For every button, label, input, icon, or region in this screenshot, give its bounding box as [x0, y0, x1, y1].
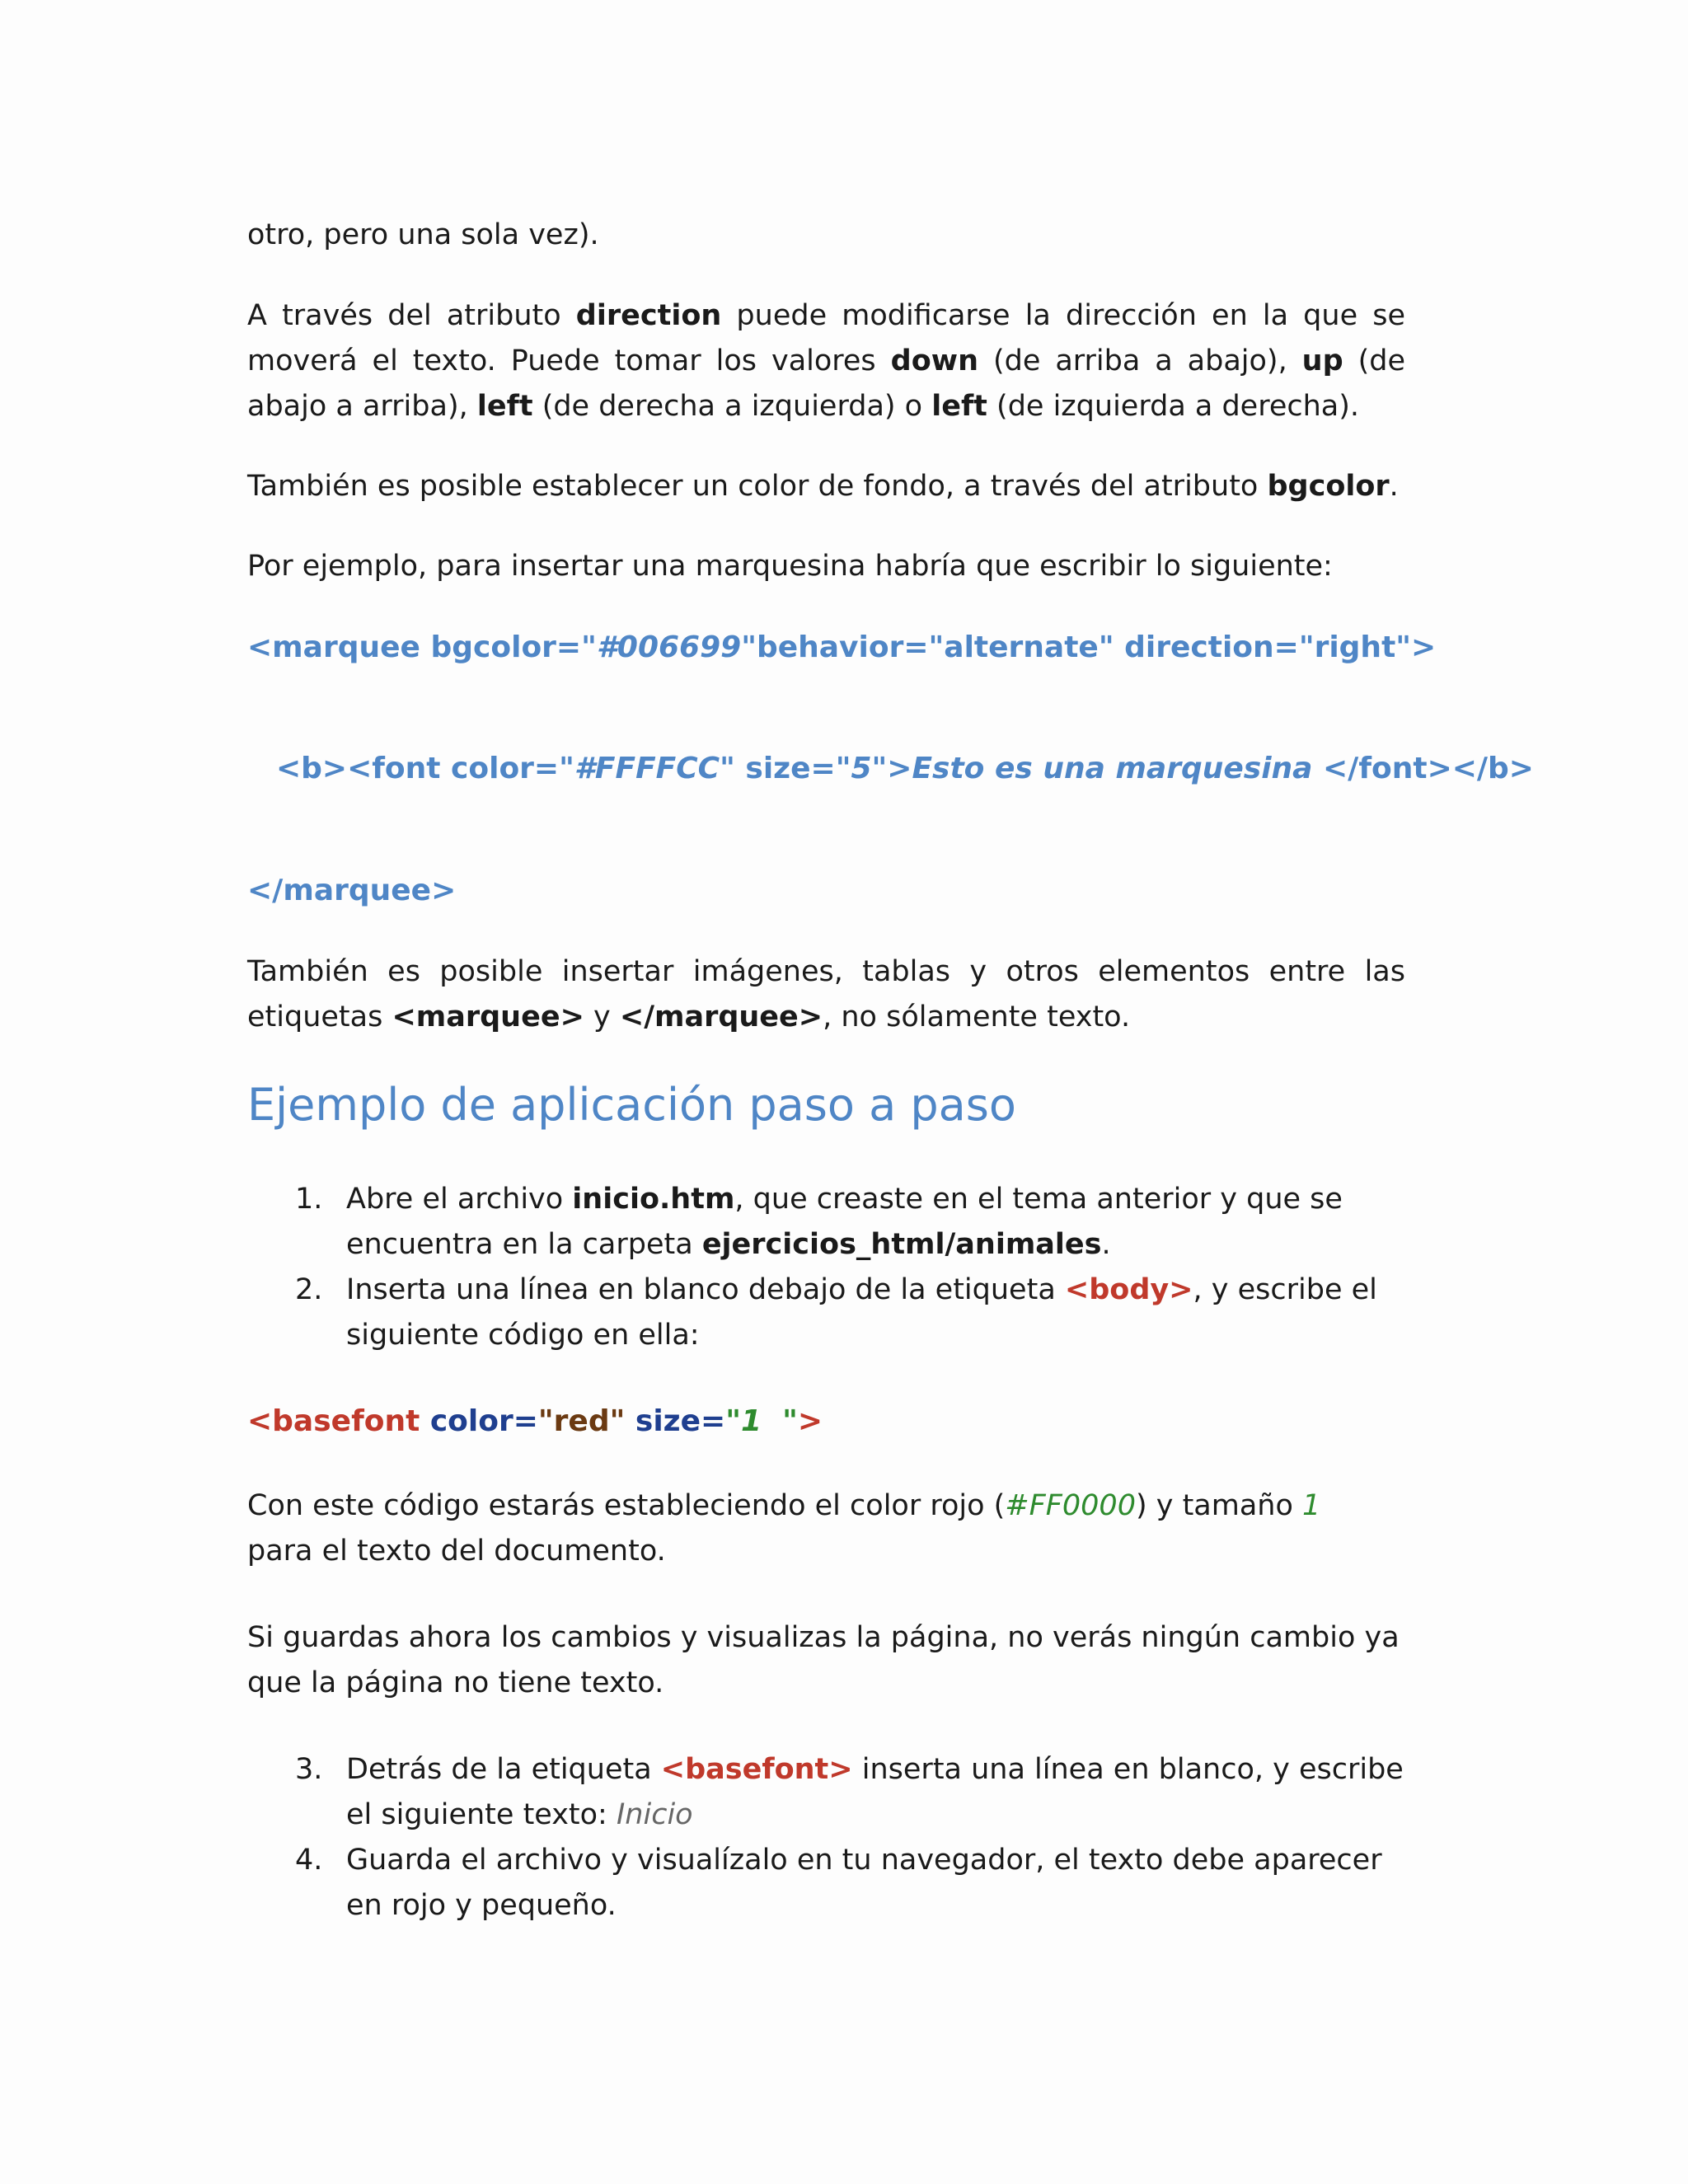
keyword-down: down	[890, 344, 978, 377]
list-item: 4. Guarda el archivo y visualízalo en tu navegador, el texto debe aparecer en rojo y pequeño.	[295, 1844, 1382, 1922]
tag-basefont: <basefont>	[660, 1753, 853, 1786]
keyword-left: left	[931, 390, 987, 423]
list-item: 3. Detrás de la etiqueta <basefont> inserta una línea en blanco, y escribe el siguiente texto: Inicio	[295, 1753, 1404, 1831]
code-line-font: <b><font color="#FFFFCC" size="5">Esto es una marquesina </font></b>	[276, 752, 1534, 785]
list-item: 2. Inserta una línea en blanco debajo de la etiqueta <body>, y escribe el siguiente código en ella:	[295, 1273, 1377, 1352]
tag-marquee-open: <marquee>	[392, 1001, 584, 1033]
steps-list-1	[247, 1177, 1418, 1358]
keyword-direction: direction	[575, 299, 722, 332]
tag-marquee-close: </marquee>	[619, 1001, 823, 1033]
list-item: 1. Abre el archivo inicio.htm, que creaste en el tema anterior y que se encuentra en la carpeta ejercicios_html/animales.	[295, 1183, 1343, 1261]
paragraph-direction: A través del atributo direction puede modificarse la dirección en la que se moverá el texto. Puede tomar los valores down (de arriba a abajo), up (de abajo a arriba), left (de derecha a izquierda) o left (de izquierda a derecha).	[247, 299, 1406, 423]
word-inicio: Inicio	[616, 1798, 693, 1831]
keyword-bgcolor: bgcolor	[1267, 470, 1390, 503]
keyword-up: up	[1301, 344, 1343, 377]
section-heading: Ejemplo de aplicación paso a paso	[247, 1079, 1016, 1131]
keyword-left: left	[476, 390, 533, 423]
steps-list-2	[247, 1747, 1418, 1929]
paragraph-example-intro: Por ejemplo, para insertar una marquesina habría que escribir lo siguiente:	[247, 550, 1333, 583]
paragraph-basefont-explanation: Con este código estarás estableciendo el color rojo (#FF0000) y tamaño 1 para el texto del documento.	[247, 1489, 1321, 1568]
code-line-basefont: <basefont color="red" size="1 ">	[247, 1404, 823, 1438]
paragraph-other-elements: También es posible insertar imágenes, tablas y otros elementos entre las etiquetas <marquee> y </marquee>, no sólamente texto.	[247, 955, 1405, 1033]
code-line-marquee-open: <marquee bgcolor="#006699"behavior="alternate" direction="right">	[247, 630, 1437, 664]
hex-value: #FF0000	[1005, 1489, 1136, 1522]
paragraph-continuation: otro, pero una sola vez).	[247, 218, 599, 251]
paragraph-bgcolor: También es posible establecer un color de fondo, a través del atributo bgcolor.	[247, 470, 1399, 503]
code-line-marquee-close: </marquee>	[247, 874, 457, 907]
size-value: 1	[1302, 1489, 1321, 1522]
paragraph-save-changes: Si guardas ahora los cambios y visualizas la página, no verás ningún cambio ya que la página no tiene texto.	[247, 1621, 1400, 1699]
tag-body: <body>	[1064, 1273, 1193, 1306]
